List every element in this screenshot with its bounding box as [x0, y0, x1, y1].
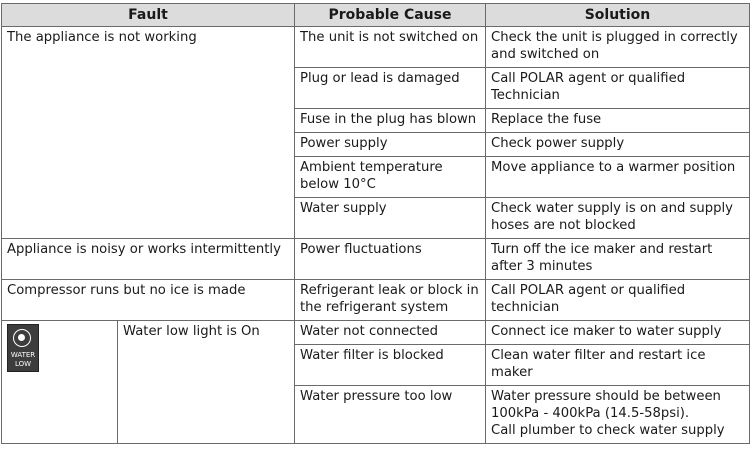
- solution-cell: Call POLAR agent or qualified Technician: [486, 68, 750, 109]
- table-row: [2, 280, 750, 321]
- cause-cell: Plug or lead is damaged: [295, 68, 486, 109]
- cause-cell: Power fluctuations: [295, 239, 486, 280]
- solution-line: Water pressure should be between 100kPa - 400kPa (14.5-58psi).: [491, 389, 721, 421]
- header-solution: Solution: [486, 4, 750, 27]
- troubleshooting-table: [1, 3, 750, 444]
- solution-cell: Clean water filter and restart ice maker: [486, 345, 750, 386]
- solution-cell: Connect ice maker to water supply: [486, 321, 750, 345]
- cause-cell: Water pressure too low: [295, 386, 486, 444]
- cause-cell: Refrigerant leak or block in the refrigerant system: [295, 280, 486, 321]
- cause-cell: Ambient temperature below 10°C: [295, 157, 486, 198]
- solution-cell: [486, 386, 750, 444]
- solution-cell: Move appliance to a warmer position: [486, 157, 750, 198]
- solution-cell: Check the unit is plugged in correctly and switched on: [486, 27, 750, 68]
- cause-cell: Water supply: [295, 198, 486, 239]
- table-row: [2, 239, 750, 280]
- solution-cell: Call POLAR agent or qualified technician: [486, 280, 750, 321]
- cause-cell: The unit is not switched on: [295, 27, 486, 68]
- table-header-row: [2, 4, 750, 27]
- cause-cell: Water filter is blocked: [295, 345, 486, 386]
- cause-cell: Power supply: [295, 133, 486, 157]
- solution-cell: Check water supply is on and supply hoses are not blocked: [486, 198, 750, 239]
- cause-cell: Fuse in the plug has blown: [295, 109, 486, 133]
- header-fault: Fault: [2, 4, 295, 27]
- cause-cell: Water not connected: [295, 321, 486, 345]
- table-row: [2, 27, 750, 68]
- table-row: [2, 321, 750, 345]
- fault-cell: Appliance is noisy or works intermittently: [2, 239, 295, 280]
- solution-line: Call plumber to check water supply: [491, 423, 725, 438]
- indicator-label-line2: LOW: [14, 360, 32, 368]
- fault-icon-cell: [2, 321, 118, 444]
- water-low-indicator-icon: [7, 324, 39, 372]
- indicator-label-line1: WATER: [10, 351, 36, 359]
- fault-cell: Compressor runs but no ice is made: [2, 280, 295, 321]
- solution-cell: Turn off the ice maker and restart after 3 minutes: [486, 239, 750, 280]
- fault-cell: The appliance is not working: [2, 27, 295, 239]
- solution-cell: Check power supply: [486, 133, 750, 157]
- fault-cell: Water low light is On: [118, 321, 295, 444]
- header-probable-cause: Probable Cause: [295, 4, 486, 27]
- indicator-light-icon: [13, 329, 31, 347]
- solution-cell: Replace the fuse: [486, 109, 750, 133]
